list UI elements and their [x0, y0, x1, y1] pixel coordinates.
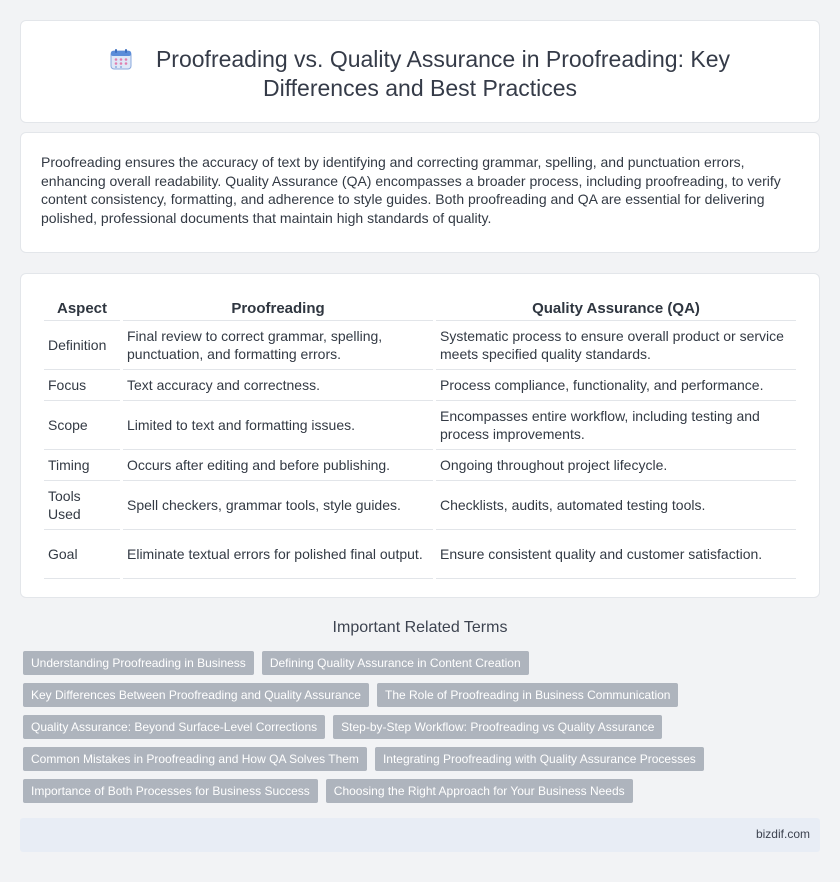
related-term-link[interactable]: The Role of Proofreading in Business Communication [377, 683, 678, 707]
tag-row [23, 779, 723, 803]
row-qa: Ensure consistent quality and customer satisfaction. [436, 530, 796, 579]
related-term-link[interactable]: Quality Assurance: Beyond Surface-Level Corrections [23, 715, 325, 739]
related-term-link[interactable]: Step-by-Step Workflow: Proofreading vs Quality Assurance [333, 715, 662, 739]
related-term-link[interactable]: Understanding Proofreading in Business [23, 651, 254, 675]
tag-row [23, 651, 723, 675]
related-term-link[interactable]: Integrating Proofreading with Quality Assurance Processes [375, 747, 704, 771]
table-row [44, 481, 796, 530]
footer-brand[interactable]: bizdif.com [755, 827, 810, 841]
row-qa: Ongoing throughout project lifecycle. [436, 450, 796, 481]
intro-paragraph: Proofreading ensures the accuracy of text by identifying and correcting grammar, spelling, and punctuation errors, enhancing overall readability. Quality Assurance (QA) encompasses a broader process, including proofreading, to verify content consistency, formatting, and adherence to style guides. Both proofreading and QA are essential for delivering polished, professional documents that maintain high standards of quality. [41, 154, 781, 226]
related-terms-title: Important Related Terms [332, 619, 508, 636]
calendar-icon [110, 48, 132, 70]
header-proofreading: Proofreading [123, 296, 433, 321]
page-title-text: Proofreading vs. Quality Assurance in Proofreading: Key Differences and Best Practices [155, 46, 731, 101]
table-row [44, 530, 796, 579]
header-aspect: Aspect [44, 296, 120, 321]
row-proofreading: Text accuracy and correctness. [123, 370, 433, 401]
row-qa: Systematic process to ensure overall product or service meets specified quality standards. [436, 321, 796, 370]
row-qa: Process compliance, functionality, and performance. [436, 370, 796, 401]
related-term-link[interactable]: Common Mistakes in Proofreading and How QA Solves Them [23, 747, 367, 771]
row-proofreading: Final review to correct grammar, spelling, punctuation, and formatting errors. [123, 321, 433, 370]
table-row [44, 450, 796, 481]
row-proofreading: Eliminate textual errors for polished final output. [123, 530, 433, 579]
row-aspect: Tools Used [44, 481, 120, 530]
intro-card [20, 132, 820, 253]
row-proofreading: Spell checkers, grammar tools, style guides. [123, 481, 433, 530]
row-aspect: Goal [44, 530, 120, 579]
row-aspect: Scope [44, 401, 120, 450]
row-qa: Checklists, audits, automated testing tools. [436, 481, 796, 530]
header-qa: Quality Assurance (QA) [436, 296, 796, 321]
related-term-link[interactable]: Key Differences Between Proofreading and Quality Assurance [23, 683, 369, 707]
table-row [44, 370, 796, 401]
comparison-table [41, 296, 799, 579]
row-aspect: Timing [44, 450, 120, 481]
comparison-card [20, 273, 820, 598]
related-term-link[interactable]: Importance of Both Processes for Business Success [23, 779, 318, 803]
header-card [20, 20, 820, 123]
tag-row [23, 747, 723, 771]
related-term-link[interactable]: Choosing the Right Approach for Your Business Needs [326, 779, 633, 803]
table-row [44, 321, 796, 370]
row-aspect: Focus [44, 370, 120, 401]
table-header-row [44, 296, 796, 321]
tag-row [23, 683, 723, 707]
tag-row [23, 715, 723, 739]
footer [20, 818, 820, 852]
related-terms-list [23, 651, 723, 811]
related-term-link[interactable]: Defining Quality Assurance in Content Creation [262, 651, 529, 675]
row-proofreading: Limited to text and formatting issues. [123, 401, 433, 450]
page-title [61, 45, 779, 103]
row-proofreading: Occurs after editing and before publishing. [123, 450, 433, 481]
table-row [44, 401, 796, 450]
row-aspect: Definition [44, 321, 120, 370]
row-qa: Encompasses entire workflow, including testing and process improvements. [436, 401, 796, 450]
